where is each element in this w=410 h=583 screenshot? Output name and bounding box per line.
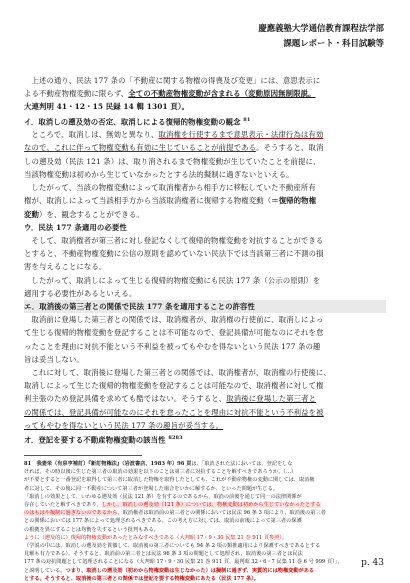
highlighted-text: とする。そうすると、取消後の第三者との関係では登記を要する物権変動にあたる (24, 575, 216, 582)
header-university: 慶應義塾大学通信教育課程法学部 (258, 23, 384, 33)
text: 利主張のため登記具備を求めても酷ではない。そうすると、 (24, 394, 227, 404)
highlighted-text: しかし、取消しの遡及効（121 条）については、物権変動は初めから生じていなかったとする (101, 502, 321, 509)
footnote-line (24, 542, 386, 550)
text: とすると、不動産物権変動に公信の原則を認めていない民法下では当該第三者に不測の損 (24, 249, 324, 259)
text: と説明している。 (24, 567, 66, 574)
paragraph-4-cont (24, 247, 386, 260)
underlined-text: 取消後に登場した第三者と (226, 394, 317, 404)
section-heading-o (24, 432, 386, 447)
heading-text: オ．登記を要する不動産物権変動の該当性 (24, 435, 166, 445)
text: 者に対して、その後に同一不動産について第三者が登場した場合をいかに解するか、といった問題が生じる。 (24, 485, 278, 492)
footnote-line (24, 501, 386, 509)
text: これに対して、取消後に登場した第三者との関係では、取消権者が、取消権の行使後に、 (31, 367, 331, 377)
emphasis-text: 全ての不動産物権変動が含まれる（変動原因無制限説。 (128, 89, 316, 99)
paragraph-3-cont (24, 208, 386, 221)
text: 取消しによって生じた復帰的物権変動を登記することは可能なので、取消権者に対して権 (24, 381, 324, 391)
text: 取消前に登場した第三者との関係では、取消権者が、取消権の行使前に、取消しによっ (31, 315, 324, 325)
text: ければ、その時以後に生じた第三者の取消の効果を以下のことは第三者に対抗することを解すべきであろうか。（…） (24, 469, 297, 476)
heading-text: イ．取消しの遡及効の否定、取消しによる復帰的物権変動の観念 (24, 117, 241, 127)
text: が不要とすると一番登記を取得して第三者に取消した物権を取得したとしても、これが不動産物権の変動に関しては、取消権 (24, 477, 315, 484)
underlined-text: ってもやむを得ないという民法 177 条の趣旨が妥当する。 (24, 420, 224, 430)
paragraph-3-cont (24, 194, 386, 207)
text: 適用する必要性があるといえる。 (24, 288, 137, 298)
text: そして、取消権者が第三者に対し登記なくして復帰的物権変動を対抗することができる (31, 235, 324, 245)
text: 177 条の対抗問題として処理されることになる（大判昭 17・9・30 民集 21 巻 911 頁、最判昭 32・6・7 民集 11 巻 6 号 999 頁）」、 (24, 559, 343, 566)
paragraph-2 (24, 128, 386, 141)
highlighted-text: つまり、取消しの遡及効（初めから物権変動は生じなかった）は擬制に過ぎず、実質的には物権変動がある (65, 567, 315, 574)
footnote-line (24, 493, 386, 501)
text: 権が、取消しによって当該相手方から当該取消権者に復帰する物権変動（ (24, 196, 272, 206)
paragraph-5-cont (24, 287, 386, 300)
paragraph-2-cont (24, 168, 386, 181)
paragraph-7 (24, 366, 386, 379)
footnote-number: 81 (24, 461, 32, 467)
term-text: 変動 (24, 209, 39, 219)
text: （学説の中には、取消しの遡及効を貫徹して、取消後の第三者についても 94 条 2 項の類推適用により保護すべきであるとする (24, 543, 321, 550)
underlined-text: の関係では (24, 407, 62, 417)
footnote-divider (24, 455, 142, 456)
paragraph-7-cont (24, 379, 386, 392)
footnote-ref: 81 (243, 116, 251, 123)
text: 「取消しの効果として、いわゆる遡及効（民法 121 条）を有するのであるから、取消の前後を通じて同一の法律関係が (24, 493, 302, 500)
heading-text: エ．取消後の第三者との関係で民法 177 条を適用することの許容性 (24, 301, 256, 311)
text: の根拠を異にすることは均衡を失するという批判もある。 (24, 526, 159, 533)
footnote-line (24, 558, 386, 566)
footnote-line (24, 509, 386, 517)
text: 、取消権者は取消前の第三者との関係においては民法 96 条 3 項により、取消後の第三者 (117, 510, 326, 517)
underlined-text: なので、これに伴って物権変動も有効に生じていることが前提である (24, 143, 257, 153)
footnote-line (24, 550, 386, 558)
paragraph-7-cont (24, 392, 386, 405)
text: 。そうすると、取消 (256, 143, 324, 153)
text: したがって、当該の物権変動によって取消権者から相手方に移転していた不動産所有 (31, 183, 316, 193)
paragraph-4 (24, 234, 386, 247)
highlighted-text: ように（遡及的に）復帰的物権変動があったとみなすべきである（大判昭 17・9・30 民集 21 巻 911 頁参照）。 (24, 534, 288, 541)
section-heading-e (24, 300, 386, 313)
text: よる不動産物権変動に限らず、 (24, 89, 129, 99)
text: 旨は妥当しない。 (24, 354, 84, 364)
highlighted-text: のはもはや擬制に過ぎないのであるから (24, 510, 118, 517)
paragraph-7-cont (24, 406, 386, 419)
citation-text: 大連判明 41・12・15 民録 14 輯 1301 頁）。 (24, 102, 190, 112)
paragraph-1 (24, 74, 386, 87)
paragraph-4-cont (24, 260, 386, 273)
paragraph-1-cont (24, 87, 386, 100)
text: 見解も有力である）。そうすると、取消前の第三者とは民法 96 条 3 項の問題として処理され、取消後の第三者とは民法 (24, 551, 303, 558)
text: したがって、取消しによって生じる復帰的物権変動にも民法 177 条（公示の原則）を (31, 275, 321, 285)
underlined-text: 取消権を行使するまで意思表示・法律行為は有効 (158, 130, 324, 140)
footnote (24, 460, 386, 583)
text: 当該物権変動は初めから生じていなかったとする法的擬制に過ぎないといえる。 (24, 169, 294, 179)
text: ったことを理由に対抗不能という不利益を被ってもやむを得ないという民法 177 条の趣 (24, 341, 321, 351)
footnote-line (24, 526, 386, 534)
paragraph-3 (24, 181, 386, 194)
paragraph-6-cont (24, 340, 386, 353)
paragraph-1-cont (24, 100, 386, 113)
section-heading-i (24, 114, 386, 129)
text: 存在していたと解すべきであり、 (24, 502, 102, 509)
heading-text: ウ．民法 177 条適用の必要性 (24, 222, 127, 232)
paragraph-7-cont (24, 419, 386, 432)
text: て生じる復帰的物権変動を登記することは不可能なので、登記具備が可能なのにそれを怠 (24, 328, 324, 338)
underlined-text: 、登記具備が可能なのにそれを怠ったことを理由に対抗不能という不利益を被 (61, 407, 324, 417)
text: 上述の通り、民法 177 条の「不動産に関する物権の得喪及び変更」には、意思表示に (31, 76, 321, 85)
paragraph-6-cont (24, 326, 386, 339)
footnote-line (24, 485, 386, 493)
footnote-line (24, 517, 386, 525)
footnote-source: 我妻栄（有泉亨補訂）『新訂物権法』（岩波書店、1983 年）96 頁 (36, 461, 192, 467)
text: しの遡及効（民法 121 条）は、取り消されるまで物権変動が生じていたことを前提に、 (24, 156, 321, 166)
text: との関係においては 177 条によって処理されるべきである。この考え方に対しては、取消の前後によって第三者の保護 (24, 518, 302, 525)
footnote-line (24, 460, 386, 468)
text: 害を与えることになる。 (24, 262, 107, 272)
paragraph-2-cont (24, 155, 386, 168)
paragraph-2-cont (24, 141, 386, 154)
text: は、「取消された法においては、登記をしな (191, 461, 293, 467)
text: ）を、観念することができる。 (38, 209, 144, 219)
text: ところで、取消しは、無効と異なり、 (31, 130, 159, 140)
paragraph-5 (24, 274, 386, 287)
main-text (24, 74, 386, 447)
footnote-line (24, 468, 386, 476)
section-heading-u (24, 221, 386, 234)
header-course: 課題レポート・科目試験等 (283, 38, 384, 48)
footnote-ref: 8283 (168, 434, 183, 441)
term-text: ＝復帰的物権 (271, 196, 317, 206)
footnote-line (24, 534, 386, 542)
paragraph-6-cont (24, 353, 386, 366)
footnote-line (24, 575, 386, 583)
highlighted-text: （民法 177 条）。 (215, 575, 259, 582)
footnote-line (24, 476, 386, 484)
paragraph-6 (24, 313, 386, 326)
footnote-line (24, 567, 386, 575)
page-number: p. 43 (361, 558, 384, 568)
